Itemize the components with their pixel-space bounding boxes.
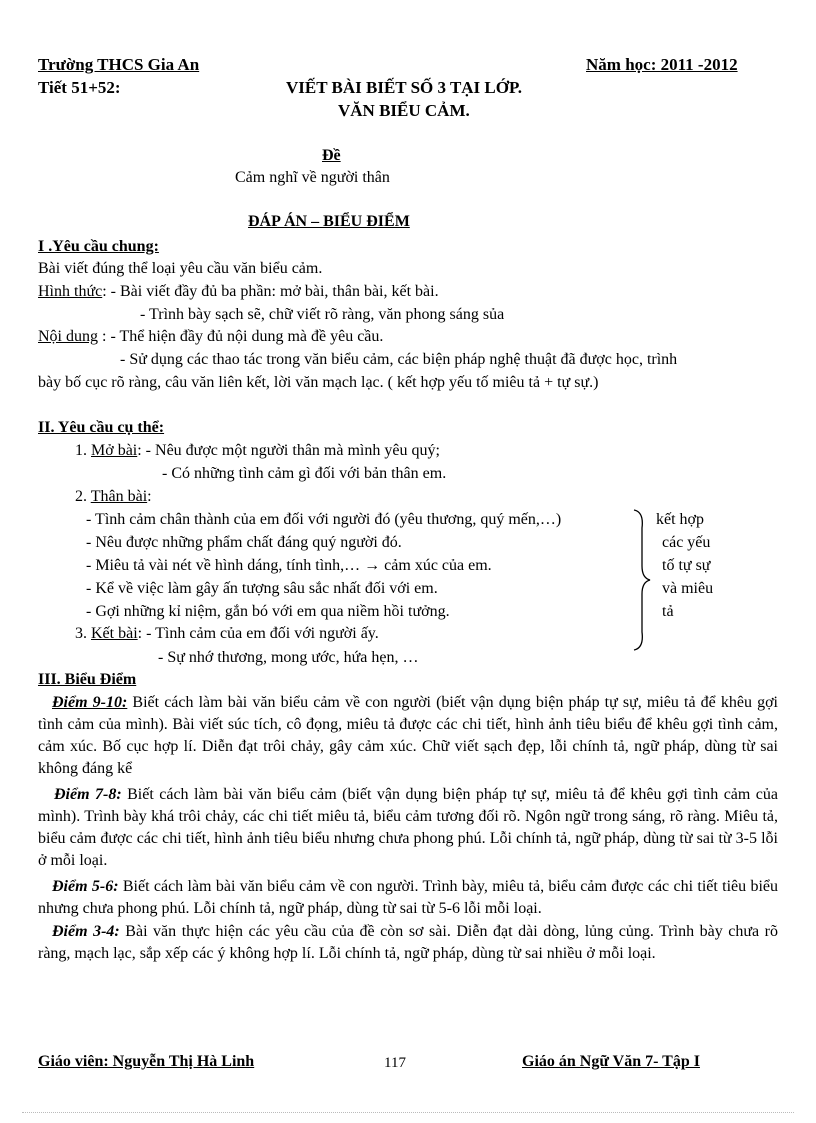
than-bai-item: - Tình cảm chân thành của em đối với người đó (yêu thương, quý mến,…)	[86, 511, 562, 528]
hinh-thuc-label: Hình thức	[38, 283, 103, 300]
title-line-2: VĂN BIỂU CẢM.	[338, 101, 470, 120]
side-note-line: tố tự sự	[662, 557, 711, 574]
lesson-number: Tiết 51+52:	[38, 78, 121, 97]
noi-dung-line-2: - Sử dụng các thao tác trong văn biểu cảm, các biện pháp nghệ thuật đã được học, trình	[120, 351, 678, 368]
than-bai-item: - Kể về việc làm gây ấn tượng sâu sắc nhất đối với em.	[86, 580, 438, 597]
than-bai-item: - Miêu tả vài nét về hình dáng, tính tình,… → cảm xúc của em.	[86, 557, 492, 574]
noi-dung-line-3: bày bố cục rõ ràng, câu văn liên kết, lời văn mạch lạc. ( kết hợp yếu tố miêu tả + tự sự.)	[38, 374, 599, 391]
side-note-line: và miêu	[662, 580, 714, 597]
score-text: Biết cách làm bài văn biểu cảm về con người (biết vận dụng biện pháp tự sự, miêu tả để khêu gợi tình cảm của mình). Bài viết súc tích, cô đọng, miêu tả được các chi tiết, hình ảnh tiêu biểu để khêu gợi tình cảm, cảm xúc. Bố cục hợp lí. Diễn đạt trôi chảy, gây cảm xúc. Chữ viết sạch đẹp, lỗi chính tả, ngữ pháp, dùng từ sai không đáng kể	[38, 694, 778, 777]
noi-dung-line-1	[38, 327, 383, 347]
than-bai-item: - Gợi những kỉ niệm, gắn bó với em qua niềm hồi tưởng.	[86, 603, 450, 620]
noi-dung-text-1: : - Thể hiện đầy đủ nội dung mà đề yêu cầu.	[98, 328, 384, 345]
ket-bai-line-1	[75, 624, 379, 644]
ket-bai-label: Kết bài	[91, 625, 138, 642]
than-bai-colon: :	[147, 488, 152, 505]
section-1-heading: I .Yêu cầu chung:	[38, 238, 159, 255]
footer-book: Giáo án Ngữ Văn 7- Tập I	[522, 1053, 700, 1070]
hinh-thuc-line-1	[38, 282, 439, 302]
mo-bai-text-1: : - Nêu được một người thân mà mình yêu quý;	[137, 442, 440, 459]
score-level	[38, 921, 778, 965]
answer-heading: ĐÁP ÁN – BIỂU ĐIỂM	[248, 213, 410, 230]
score-level	[38, 784, 778, 872]
title-line-1: VIẾT BÀI BIẾT SỐ 3 TẠI LỚP.	[286, 78, 523, 97]
than-bai-number: 2.	[75, 488, 87, 505]
hinh-thuc-text-1: : - Bài viết đầy đủ ba phần: mở bài, thân bài, kết bài.	[102, 283, 439, 300]
exam-topic: Cảm nghĩ về người thân	[235, 169, 390, 186]
mo-bai-line-2: - Có những tình cảm gì đối với bản thân em.	[162, 465, 447, 482]
school-name: Trường THCS Gia An	[38, 55, 200, 74]
page-bottom-divider	[22, 1112, 794, 1113]
side-note-line: các yếu	[662, 534, 711, 551]
noi-dung-label: Nội dung	[38, 328, 98, 345]
exam-heading: Đề	[322, 147, 341, 164]
than-bai-label: Thân bài	[90, 488, 148, 505]
side-note-line: tả	[662, 603, 674, 620]
than-bai-line	[75, 487, 152, 507]
ket-bai-line-2: - Sự nhớ thương, mong ước, hứa hẹn, …	[158, 649, 419, 666]
score-text: Biết cách làm bài văn biểu cảm về con người. Trình bày, miêu tả, biểu cảm được các chi tiết tiêu biểu nhưng chưa phong phú. Lỗi chính tả, ngữ pháp, dùng từ sai từ 5-6 lỗi mỗi loại.	[38, 878, 779, 917]
ket-bai-text-1: : - Tình cảm của em đối với người ấy.	[137, 625, 379, 642]
ket-bai-number: 3.	[75, 625, 87, 642]
score-level	[38, 876, 778, 920]
score-text: Biết cách làm bài văn biểu cảm (biết vận dụng biện pháp tự sự, miêu tả để khêu gợi tình cảm của mình). Trình bày khá trôi chảy, các chi tiết miêu tả, biểu cảm tương đối rõ. Ngôn ngữ trong sáng, rõ ràng. Miêu tả, biểu cảm được các chi tiết, hình ảnh tiêu biểu nhưng chưa phong phú. Lỗi chính tả, ngữ pháp, dùng từ sai từ 3-5 lỗi ở mỗi loại.	[38, 786, 779, 869]
score-label: Điểm 3-4:	[52, 923, 120, 940]
school-year: Năm học: 2011 -2012	[586, 55, 738, 74]
right-brace-icon	[630, 508, 654, 652]
footer-teacher: Giáo viên: Nguyễn Thị Hà Linh	[38, 1053, 255, 1070]
mo-bai-line-1	[75, 441, 440, 461]
section-2-heading: II. Yêu cầu cụ thể:	[38, 419, 165, 436]
mo-bai-number: 1.	[75, 442, 87, 459]
score-label: Điểm 7-8:	[54, 786, 122, 803]
score-text: Bài văn thực hiện các yêu cầu của đề còn sơ sài. Diễn đạt dài dòng, lủng củng. Trình bày chưa rõ ràng, mạch lạc, sắp xếp các ý không hợp lí. Lỗi chính tả, ngữ pháp, dùng từ sai nhiều ở mỗi loại.	[38, 923, 778, 962]
section-1-line-1: Bài viết đúng thể loại yêu cầu văn biểu cảm.	[38, 260, 323, 277]
score-label: Điểm 5-6:	[52, 878, 119, 895]
than-bai-item: - Nêu được những phẩm chất đáng quý người đó.	[86, 534, 402, 551]
score-label: Điểm 9-10:	[52, 694, 128, 711]
side-note-line: kết hợp	[656, 511, 705, 528]
footer-page-number: 117	[384, 1055, 406, 1071]
hinh-thuc-line-2: - Trình bày sạch sẽ, chữ viết rõ ràng, văn phong sáng sủa	[140, 306, 505, 323]
mo-bai-label: Mở bài	[91, 442, 138, 459]
score-level	[38, 692, 778, 780]
section-3-heading: III. Biểu Điểm	[38, 671, 137, 688]
